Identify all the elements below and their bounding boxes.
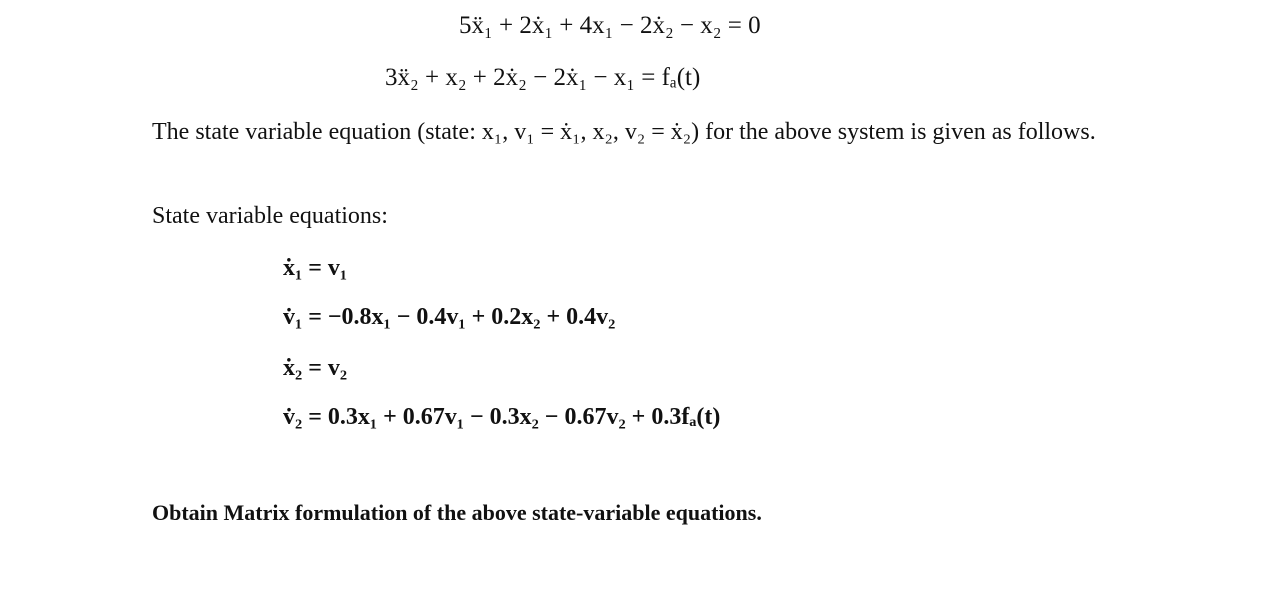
state-equation-x1: ẋ₁ = v₁ <box>283 255 348 281</box>
question-text: Obtain Matrix formulation of the above state-variable equations. <box>152 500 762 525</box>
intro-paragraph: The state variable equation (state: x₁, v₁ = ẋ₁, x₂, v₂ = ẋ₂) for the above system is given as follows. <box>152 119 1096 145</box>
state-equation-x2: ẋ₂ = v₂ <box>283 355 348 381</box>
state-variable-heading: State variable equations: <box>152 203 388 229</box>
state-equation-v1: v̇₁ = −0.8x₁ − 0.4v₁ + 0.2x₂ + 0.4v₂ <box>283 304 616 330</box>
equation-1: 5ẍ₁ + 2ẋ₁ + 4x₁ − 2ẋ₂ − x₂ = 0 <box>459 12 761 39</box>
state-equation-v2: v̇₂ = 0.3x₁ + 0.67v₁ − 0.3x₂ − 0.67v₂ + 0.3fₐ(t) <box>283 404 721 430</box>
equation-2: 3ẍ₂ + x₂ + 2ẋ₂ − 2ẋ₁ − x₁ = fₐ(t) <box>385 64 701 91</box>
